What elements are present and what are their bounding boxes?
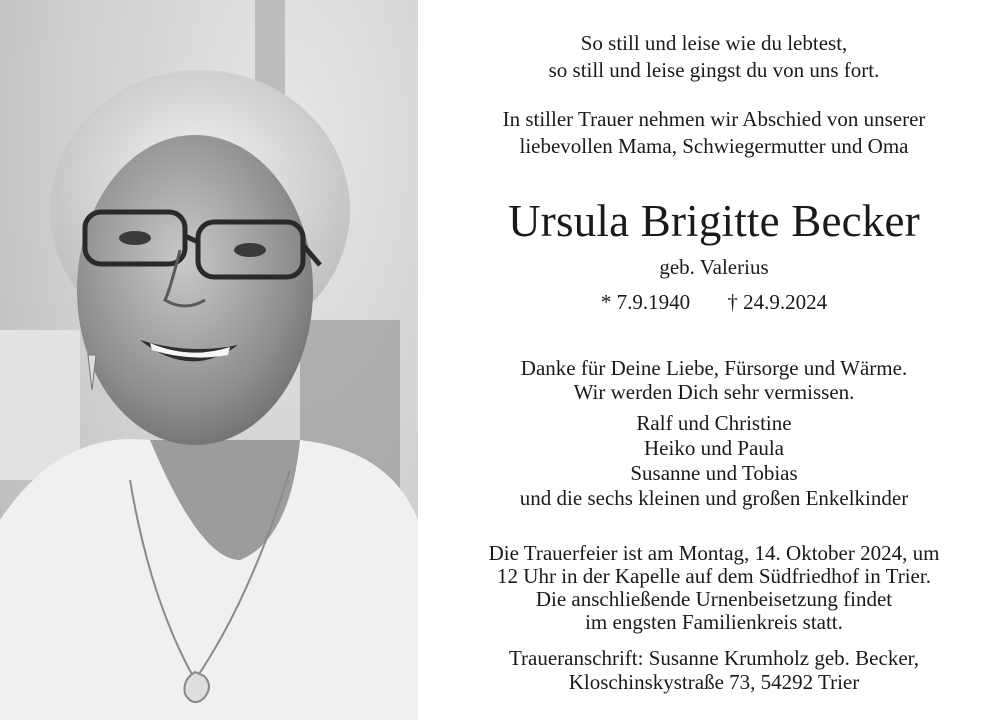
mourner-entry: Heiko und Paula — [644, 436, 784, 460]
intro-line: liebevollen Mama, Schwiegermutter und Oma — [519, 134, 909, 158]
thanks-message — [428, 356, 1000, 404]
thanks-line: Danke für Deine Liebe, Fürsorge und Wärme. — [520, 356, 908, 380]
earring — [88, 355, 96, 390]
face — [77, 135, 313, 445]
verse-line: So still und leise wie du lebtest, — [580, 31, 848, 55]
obituary-text — [428, 0, 1000, 724]
mourners-list — [428, 411, 1000, 511]
birth-date: * 7.9.1940 — [600, 290, 691, 314]
address-line: Kloschinskystraße 73, 54292 Trier — [568, 670, 860, 694]
portrait-photo — [0, 0, 418, 720]
deceased-name: Ursula Brigitte Becker — [508, 196, 920, 246]
address-line: Traueranschrift: Susanne Krumholz geb. Becker, — [508, 646, 920, 670]
heart-pendant-icon — [184, 672, 209, 702]
mourner-entry: Ralf und Christine — [636, 411, 792, 435]
maiden-name: geb. Valerius — [659, 255, 769, 279]
service-line: Die Trauerfeier ist am Montag, 14. Oktober 2024, um — [488, 541, 940, 565]
farewell-intro — [428, 106, 1000, 160]
mourner-entry: Susanne und Tobias — [630, 461, 798, 485]
service-line: Die anschließende Urnenbeisetzung findet — [535, 587, 893, 611]
thanks-line: Wir werden Dich sehr vermissen. — [573, 380, 855, 404]
memorial-verse — [428, 30, 1000, 84]
verse-line: so still und leise gingst du von uns fort. — [548, 58, 880, 82]
service-line: im engsten Familienkreis statt. — [585, 610, 843, 634]
mourner-entry: und die sechs kleinen und großen Enkelkinder — [519, 486, 909, 510]
service-line: 12 Uhr in der Kapelle auf dem Südfriedhof in Trier. — [497, 564, 931, 588]
funeral-service-info — [428, 542, 1000, 634]
death-date: † 24.9.2024 — [727, 290, 828, 314]
portrait-illustration — [0, 0, 418, 720]
life-dates — [428, 289, 1000, 316]
intro-line: In stiller Trauer nehmen wir Abschied von unserer — [502, 107, 926, 131]
mourning-address — [428, 646, 1000, 694]
